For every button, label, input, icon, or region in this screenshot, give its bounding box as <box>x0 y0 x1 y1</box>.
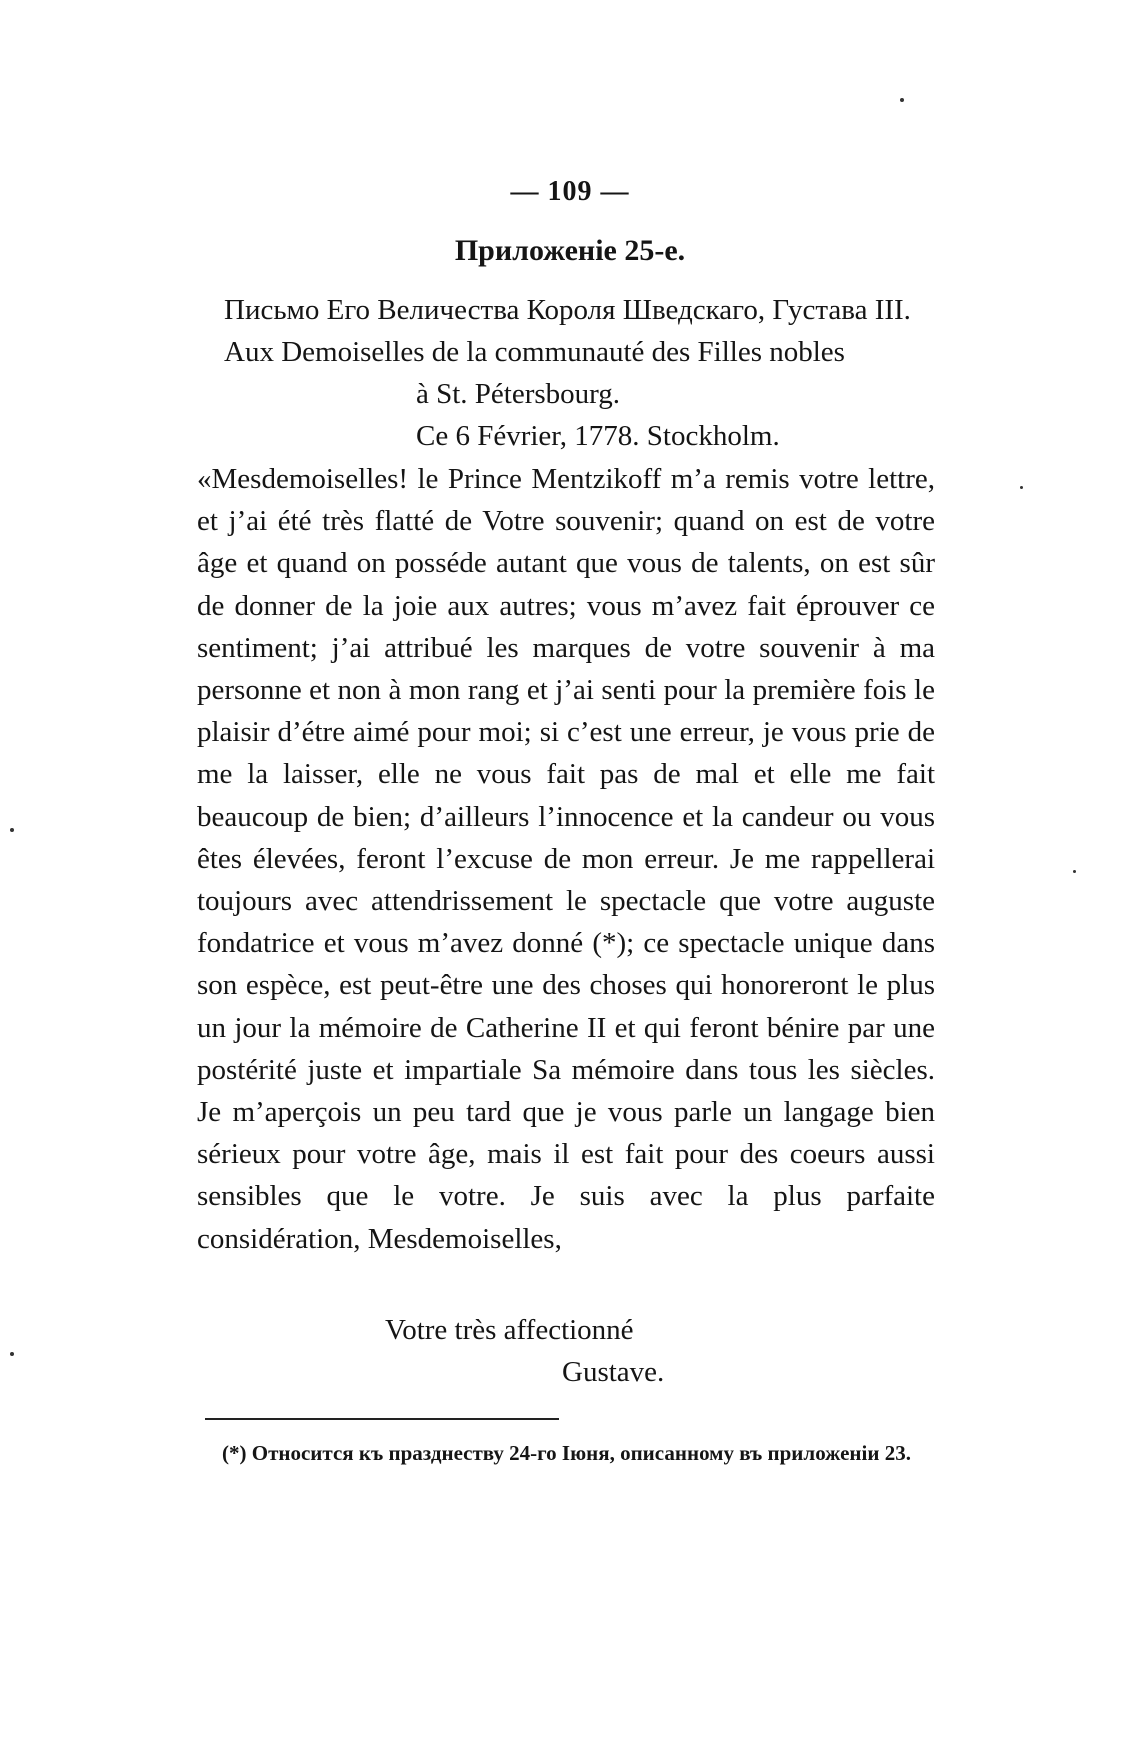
letter-paragraph: «Mesdemoiselles! le Prince Mentzikoff m’a remis votre lettre, et j’ai été très flatté de Votre souvenir; quand on est de votre âge et quand on posséde autant que vous de talents, on est sûr de donner de la joie aux autres; vous m’avez fait éprouver ce sentiment; j’ai attribué les marques de votre souvenir à ma personne et non à mon rang et j’ai senti pour la première fois le plaisir d’étre aimé pour moi; si c’est une erreur, je vous prie de me la laisser, elle ne vous fait pas de mal et elle me fait beaucoup de bien; d’ailleurs l’innocence et la candeur ou vous êtes élevées, feront l’excuse de mon erreur. Je me rappellerai toujours avec attendrissement le spectacle que votre auguste fondatrice et vous m’avez donné (*); ce spectacle unique dans son espèce, est peut-être une des choses qui honoreront le plus un jour la mémoire de Catherine II et qui feront bénire par une postérité juste et impartiale Sa mémoire dans tous les siècles. Je m’aperçois un peu tard que je vous parle un langage bien sérieux pour votre âge, mais il est fait pour des coeurs aussi sensibles que le votre. Je suis avec la plus parfaite considération, Mesdemoiselles, <box>197 463 935 1255</box>
address-line-1: Aux Demoiselles de la communauté des Filles nobles <box>224 336 845 368</box>
signature: Gustave. <box>562 1356 665 1388</box>
scan-speck <box>10 1352 14 1356</box>
letter-body <box>197 458 935 1260</box>
scan-speck <box>10 828 14 832</box>
address-line-2: à St. Pétersbourg. <box>416 378 621 410</box>
scan-speck <box>900 98 904 102</box>
scan-speck <box>1073 870 1076 873</box>
date-line: Ce 6 Février, 1778. Stockholm. <box>416 420 780 452</box>
appendix-title: Приложеніе 25-е. <box>454 234 686 267</box>
closing-line: Votre très affectionné <box>385 1314 634 1346</box>
scan-speck <box>1020 486 1023 489</box>
footnote-rule <box>205 1418 559 1420</box>
page-number: — 109 — <box>510 176 630 207</box>
letter-heading: Письмо Его Величества Короля Шведскаго, Густава III. <box>224 294 911 326</box>
footnote: (*) Относится къ празднеству 24-го Іюня, описанному въ приложеніи 23. <box>222 1441 911 1465</box>
